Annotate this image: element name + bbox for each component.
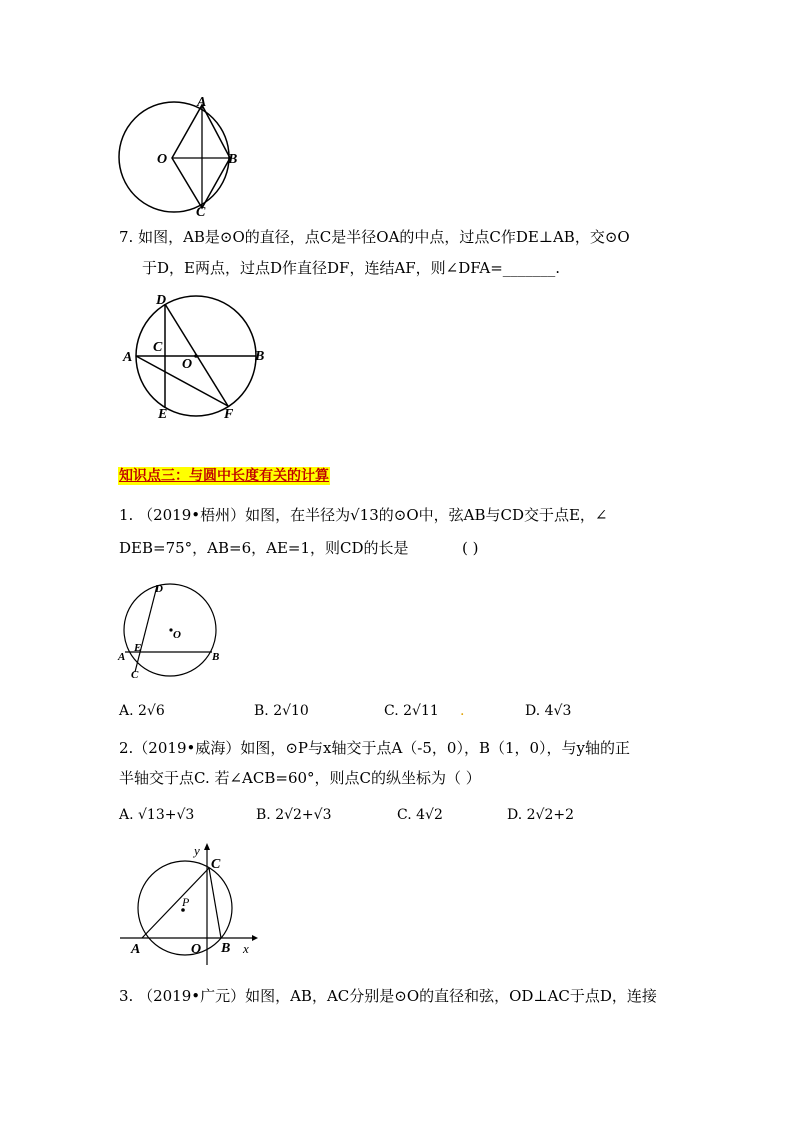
label-y: y bbox=[194, 843, 200, 858]
label-C: C bbox=[153, 340, 163, 355]
stray-dot: . bbox=[460, 703, 465, 719]
label-P: P bbox=[182, 895, 190, 909]
figure-q1-circle bbox=[115, 580, 230, 685]
label-B: B bbox=[228, 152, 238, 167]
label-O: O bbox=[173, 629, 181, 641]
label-B: B bbox=[255, 349, 265, 364]
label-E: E bbox=[158, 407, 168, 422]
figure-q7-circle bbox=[118, 288, 273, 423]
label-D: D bbox=[155, 583, 163, 595]
label-A: A bbox=[123, 350, 133, 365]
q1-option-c: C. 2√11 bbox=[384, 703, 439, 719]
q1-option-a: A. 2√6 bbox=[119, 703, 165, 719]
q2-line1: 2.（2019•威海）如图，⊙P与x轴交于点A（-5，0），B（1，0），与y轴的正 bbox=[119, 739, 631, 757]
figure-rhombus-circle bbox=[116, 94, 246, 219]
label-O: O bbox=[191, 942, 202, 957]
label-O: O bbox=[157, 152, 168, 167]
figure-q2-axes-circle bbox=[115, 840, 260, 970]
q2-line2: 半轴交于点C. 若∠ACB=60°，则点C的纵坐标为（ ） bbox=[119, 769, 481, 787]
section-heading: 知识点三：与圆中长度有关的计算 bbox=[119, 468, 329, 484]
q1-option-d: D. 4√3 bbox=[525, 703, 572, 719]
label-C: C bbox=[131, 669, 139, 681]
q2-option-a: A. √13+√3 bbox=[119, 807, 195, 823]
label-B: B bbox=[212, 651, 220, 663]
label-F: F bbox=[224, 407, 234, 422]
label-A: A bbox=[197, 95, 207, 110]
q7-line1: 7. 如图，AB是⊙O的直径，点C是半径OA的中点，过点C作DE⊥AB，交⊙O bbox=[119, 228, 630, 246]
q7-line2: 于D，E两点，过点D作直径DF，连结AF，则∠DFA=_______. bbox=[142, 259, 561, 277]
q2-option-c: C. 4√2 bbox=[397, 807, 443, 823]
q3-line1: 3. （2019•广元）如图，AB，AC分别是⊙O的直径和弦，OD⊥AC于点D，连接 bbox=[119, 987, 657, 1005]
q1-option-b: B. 2√10 bbox=[254, 703, 309, 719]
q2-option-d: D. 2√2+2 bbox=[507, 807, 574, 823]
label-A: A bbox=[118, 651, 126, 663]
q1-answer-bracket: ( ) bbox=[462, 539, 479, 557]
label-D: D bbox=[156, 293, 167, 308]
q1-line2: DEB=75°，AB=6，AE=1，则CD的长是 bbox=[119, 539, 409, 557]
label-C: C bbox=[196, 205, 206, 219]
label-E: E bbox=[134, 642, 142, 654]
label-B: B bbox=[221, 941, 231, 956]
q1-line1: 1. （2019•梧州）如图，在半径为√13的⊙O中，弦AB与CD交于点E，∠ bbox=[119, 506, 608, 524]
label-A: A bbox=[131, 942, 141, 957]
q2-option-b: B. 2√2+√3 bbox=[256, 807, 332, 823]
label-O: O bbox=[182, 357, 193, 372]
label-C: C bbox=[211, 857, 221, 872]
label-x: x bbox=[243, 941, 249, 956]
